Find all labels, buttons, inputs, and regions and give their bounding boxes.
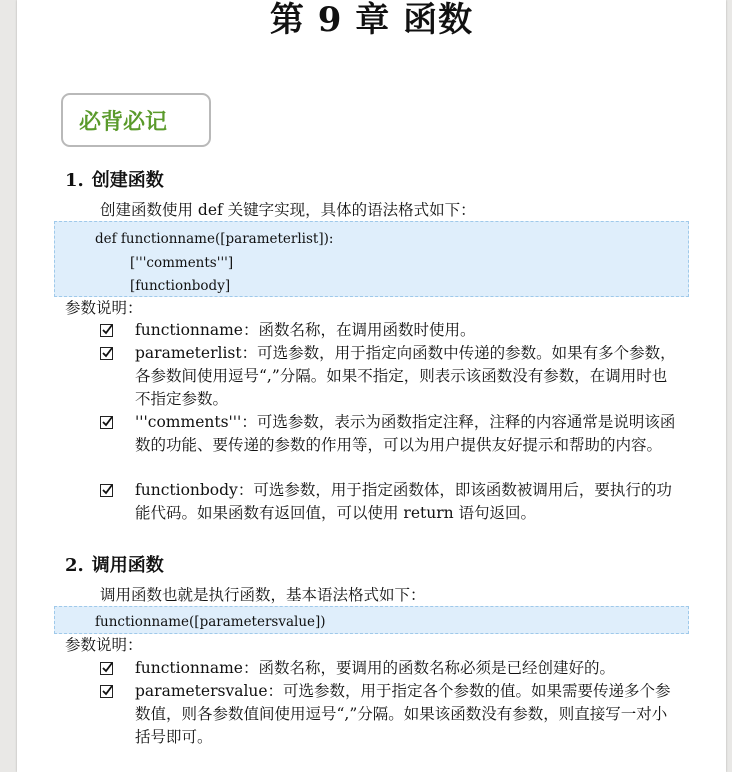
code-line: ['''comments'''] [130, 255, 234, 271]
section-heading [65, 166, 164, 192]
code-block [54, 221, 689, 297]
list-item-text: '''comments'''：可选参数，表示为函数指定注释，注释的内容通常是说明该函数的功能、要传递的参数的作用等，可以为用户提供友好提示和帮助的内容。 [135, 413, 676, 454]
list-item-text: functionname：函数名称，在调用函数时使用。 [135, 321, 476, 339]
section-number: 1. [65, 170, 84, 191]
checkbox-icon [100, 347, 113, 360]
checkbox-icon [100, 484, 113, 497]
chapter-title: 第 9 章 函数 [269, 0, 474, 40]
section-intro: 创建函数使用 def 关键字实现，具体的语法格式如下： [100, 201, 476, 219]
must-remember-badge [61, 93, 211, 147]
document-page [17, 0, 726, 772]
list-item-text: functionbody：可选参数，用于指定函数体，即该函数被调用后，要执行的功能代码。如果函数有返回值，可以使用 return 语句返回。 [135, 481, 672, 522]
checkbox-icon [100, 416, 113, 429]
params-label: 参数说明： [65, 299, 143, 317]
code-block [54, 606, 689, 634]
section-number: 2. [65, 555, 84, 576]
code-line: functionname([parametersvalue]) [95, 614, 326, 630]
checkbox-icon [100, 324, 113, 337]
checkbox-icon [100, 662, 113, 675]
list-item-text: parameterlist：可选参数，用于指定向函数中传递的参数。如果有多个参数，各参数间使用逗号“,”分隔。如果不指定，则表示该函数没有参数，在调用时也不指定参数。 [135, 344, 676, 408]
section-heading [65, 551, 164, 577]
section-title: 调用函数 [91, 555, 164, 576]
section-intro: 调用函数也就是执行函数，基本语法格式如下： [100, 586, 426, 604]
list-item-text: parametersvalue：可选参数，用于指定各个参数的值。如果需要传递多个参数值，则各参数值间使用逗号“,”分隔。如果该函数没有参数，则直接写一对小括号即可。 [135, 682, 671, 746]
list-item-text: functionname：函数名称，要调用的函数名称必须是已经创建好的。 [135, 659, 615, 677]
code-line: def functionname([parameterlist]): [95, 231, 334, 247]
badge-label: 必背必记 [79, 108, 168, 135]
section-title: 创建函数 [91, 170, 164, 191]
code-line: [functionbody] [130, 278, 231, 294]
checkbox-icon [100, 685, 113, 698]
params-label: 参数说明： [65, 636, 143, 654]
